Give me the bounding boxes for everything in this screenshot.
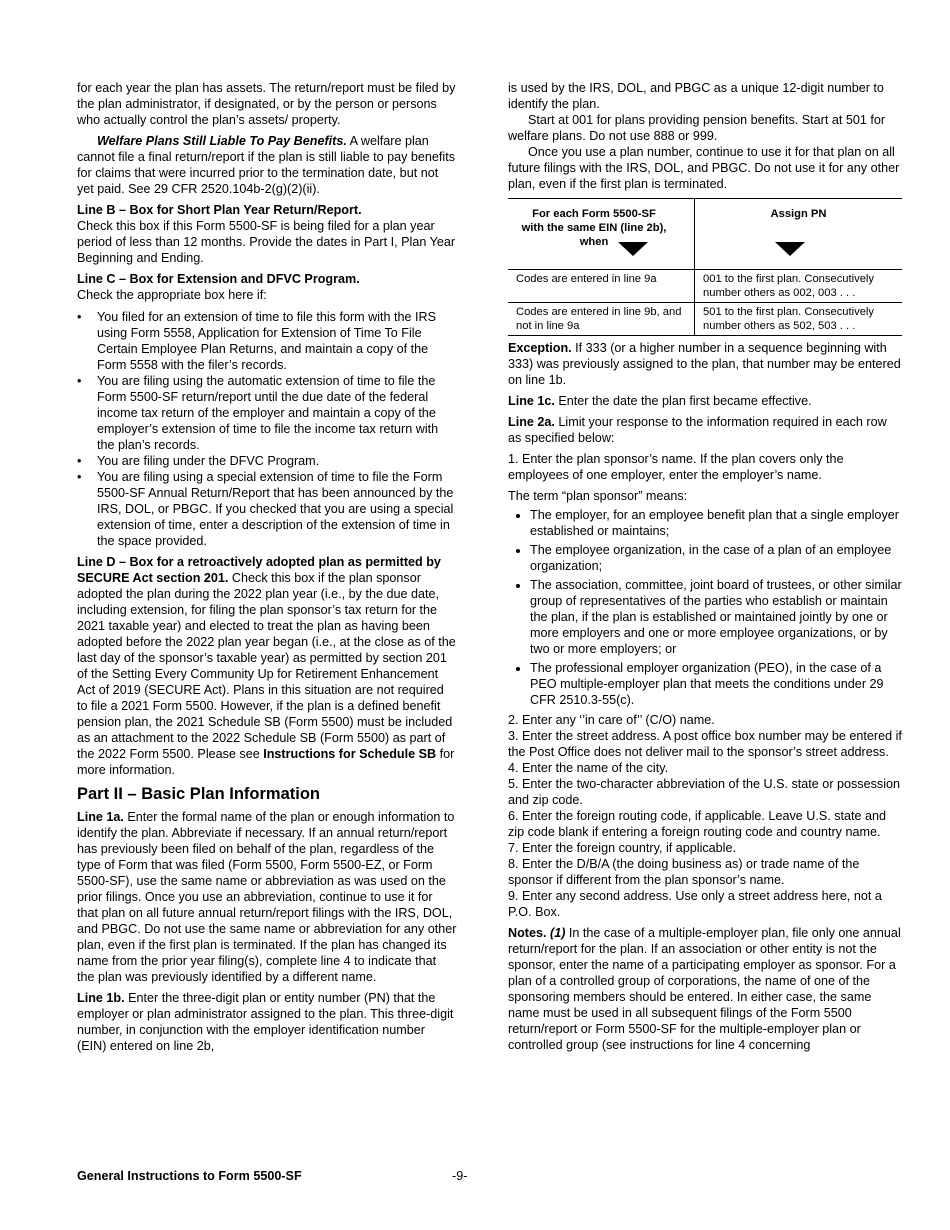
list-item: • The professional employer organization (PEO), in the case of a PEO multiple-employer plan that meets the conditions under 29 CFR 2510.3-55(c).: [530, 660, 902, 708]
line-b-text: Check this box if this Form 5500-SF is being filed for a plan year period of less than 12 months. Provide the dates in Part I, Plan Year Beginning and Ending.: [77, 219, 456, 265]
part-ii-heading: Part II – Basic Plan Information: [77, 785, 320, 803]
line-b-heading: Line B – Box for Short Plan Year Return/Report.: [77, 203, 362, 217]
extension-bullet-3: • You are filing under the DFVC Program.: [77, 454, 320, 468]
table-row: Codes are entered in line 9a 001 to the first plan. Consecutively number others as 002, 003 . . .: [508, 270, 902, 303]
line-1b-text: Enter the three-digit plan or entity number (PN) that the employer or plan administrator assigned to the plan. This three-digit number, in conjunction with the employer identification number (EIN) entered on line 2b,: [77, 991, 454, 1053]
list-item: • The association, committee, joint board of trustees, or other similar group of representatives of the parties who establish or maintain the plan, if the plan is established or maintained jointly by one or more employers and one or more employee organizations, or by two or more employers; or: [530, 577, 902, 657]
list-item: • The employer, for an employee benefit plan that a single employer established or maintains;: [530, 507, 902, 539]
plan-number-table: [508, 198, 902, 336]
address-items: [508, 712, 902, 920]
line-1c-paragraph: Line 1c. Enter the date the plan first became effective.: [508, 394, 812, 408]
line-d-heading: Line D – Box for a retroactively adopted plan as permitted by SECURE Act section 201.: [77, 555, 441, 585]
line-d-paragraph: Line D – Box for a retroactively adopted plan as permitted by SECURE Act section 201. Check this box if the plan sponsor adopted the plan during the 2022 plan year (i.e., by the due date, including extension, for filing the plan sponsor’s tax return for the 2021 taxable year) and elected to treat the plan as having been adopted before the 2022 plan year began (i.e., at the close as of the last day of the sponsor’s taxable year) as permitted by section 201 of the Setting Every Community Up for Retirement Enhancement Act of 2019 (SECURE Act). Plans in this situation are not required to file a 2021 Form 5500. However, if the plan is a defined benefit pension plan, the 2021 Schedule SB (Form 5500) must be included as an attachment to the 2022 Schedule SB (Form 5500) as part of the 2022 Form 5500. Please see Instructions for Schedule SB for more information.: [77, 555, 456, 777]
line-1c-heading: Line 1c.: [508, 394, 555, 408]
line-2a-heading: Line 2a.: [508, 415, 555, 429]
line-d-text: Check this box if the plan sponsor adopted the plan during the 2022 plan year (i.e., by the due date, including extension, for filing the plan sponsor’s tax return for the 2021 taxable year) and elected to treat the plan as having been adopted before the 2022 plan year began (i.e., at the close as of the last day of the sponsor’s taxable year) as permitted by section 201 of the Setting Every Community Up for Retirement Enhancement Act of 2019 (SECURE Act). Plans in this situation are not required to file a 2021 Form 5500. However, if the plan is a defined benefit pension plan, the 2021 Schedule SB (Form 5500) must be included as an attachment to the 2022 Schedule SB (Form 5500) as part of the 2022 Form 5500. Please see: [77, 571, 456, 761]
left-column: [77, 80, 457, 1059]
right-column: [508, 80, 902, 1058]
notes-heading: Notes.: [508, 926, 547, 940]
line-1a-paragraph: [77, 809, 457, 985]
down-arrow-icon: [775, 242, 805, 256]
extension-bullet-2: • You are filing using the automatic extension of time to file the Form 5500-SF return/report until the due date of the federal income tax return of the employer and maintain a copy of the employer’s extension of time to file the income tax return with the plan’s records.: [77, 374, 439, 452]
page-number: -9-: [452, 1169, 468, 1183]
continue-number-paragraph: Once you use a plan number, continue to use it for that plan on all future filings with the IRS, DOL, and PBGC. Do not use it for any other plan, even if the first plan is terminated.: [508, 145, 900, 191]
schedule-sb-reference: Instructions for Schedule SB: [263, 747, 437, 761]
list-item: 4. Enter the name of the city.: [508, 761, 669, 775]
table-header-when: For each Form 5500-SF with the same EIN (line 2b), when: [508, 199, 695, 270]
line-2a-paragraph: Line 2a. Limit your response to the information required in each row as specified below:: [508, 415, 887, 445]
list-item: 3. Enter the street address. A post office box number may be entered if the Post Office does not deliver mail to the sponsor’s street address.: [508, 729, 902, 759]
list-item: 7. Enter the foreign country, if applicable.: [508, 841, 736, 855]
plan-number-paragraph: is used by the IRS, DOL, and PBGC as a unique 12-digit number to identify the plan.: [508, 81, 884, 111]
line-c-paragraph: [77, 271, 457, 303]
exception-paragraph: Exception. If 333 (or a higher number in a sequence beginning with 333) was previously assigned to the plan, that number may be entered on line 1b.: [508, 341, 901, 387]
extension-bullet-1: • You filed for an extension of time to file this form with the IRS using Form 5558, Application for Extension of Time To File Certain Employee Plan Returns, and maintain a copy of the Form 5558 with the filer’s records.: [77, 310, 437, 372]
sponsor-definition-list: [508, 507, 902, 708]
line-1a-text: Enter the formal name of the plan or enough information to identify the plan. Abbreviate if necessary. If an annual return/report has previously been filed on behalf of the plan, regardless of the type of Form that was filed (Form 5500, Form 5500-EZ, or Form 5500-SF), use the same name or abbreviation as was used on the prior filings. Once you use an abbreviation, continue to use it for that plan on all future annual return/report filings with the IRS, DOL, and PBGC. Do not use the same name or abbreviation for any other plan, even if the first plan is terminated. If the plan has changed its name from the prior year filing(s), complete line 4 to indicate that the plan was previously identified by a different name.: [77, 810, 457, 984]
line-1b-paragraph: [77, 990, 457, 1054]
line-c-text: Check the appropriate box here if:: [77, 288, 267, 302]
list-item: 8. Enter the D/B/A (the doing business as) or trade name of the sponsor if different from the plan sponsor’s name.: [508, 857, 860, 887]
list-item: 5. Enter the two-character abbreviation of the U.S. state or possession and zip code.: [508, 777, 901, 807]
sponsor-name-item: 1. Enter the plan sponsor’s name. If the plan covers only the employees of one employer, enter the employer’s name.: [508, 452, 844, 482]
intro-paragraph: for each year the plan has assets. The return/report must be filed by the plan administrator, if designated, or by the person or persons who actually control the plan’s assets/ property.: [77, 81, 456, 127]
down-arrow-icon: [618, 242, 648, 256]
table-row: Codes are entered in line 9b, and not in line 9a 501 to the first plan. Consecutively number others as 502, 503 . . .: [508, 303, 902, 336]
line-b-paragraph: [77, 202, 457, 266]
extension-bullet-4: • You are filing using a special extension of time to file the Form 5500-SF Annual Return/Report that has been announced by the IRS, DOL, or PBGC. If you checked that you are using a special extension of time, enter a description of the extension of time in the space provided.: [77, 470, 454, 548]
list-item: 2. Enter any ‘’in care of’’ (C/O) name.: [508, 713, 715, 727]
list-item: • The employee organization, in the case of a plan of an employee organization;: [530, 542, 902, 574]
footer-title: General Instructions to Form 5500-SF: [77, 1169, 302, 1183]
exception-heading: Exception.: [508, 341, 572, 355]
list-item: 9. Enter any second address. Use only a street address here, not a P.O. Box.: [508, 889, 882, 919]
sponsor-definition-intro: The term “plan sponsor” means:: [508, 489, 688, 503]
welfare-paragraph: [77, 133, 457, 197]
line-c-heading: Line C – Box for Extension and DFVC Program.: [77, 272, 360, 286]
line-1a-heading: Line 1a.: [77, 810, 124, 824]
notes-paragraph: Notes. (1) In the case of a multiple-employer plan, file only one annual return/report for the plan. If an association or other entity is not the sponsor, enter the name of a participating employer as sponsor. For a plan of a controlled group of corporations, the name of one of the sponsoring members should be entered. In either case, the same name must be used in all subsequent filings of the Form 5500 return/report or Form 5500-SF for the multiple-employer plan or controlled group (see instructions for line 4 concerning: [508, 926, 901, 1052]
table-header-assign: Assign PN: [695, 199, 903, 270]
line-1b-heading: Line 1b.: [77, 991, 125, 1005]
welfare-text: A welfare plan cannot file a final return/report if the plan is still liable to pay benefits for claims that were incurred prior to the termination date, but not yet paid. See 29 CFR 2520.104b-2(g)(2)(ii).: [77, 134, 456, 196]
start-number-paragraph: Start at 001 for plans providing pension benefits. Start at 501 for welfare plans. Do not use 888 or 999.: [508, 113, 886, 143]
welfare-heading: Welfare Plans Still Liable To Pay Benefits.: [97, 134, 347, 148]
list-item: 6. Enter the foreign routing code, if applicable. Leave U.S. state and zip code blank if entering a foreign routing code and country name.: [508, 809, 887, 839]
